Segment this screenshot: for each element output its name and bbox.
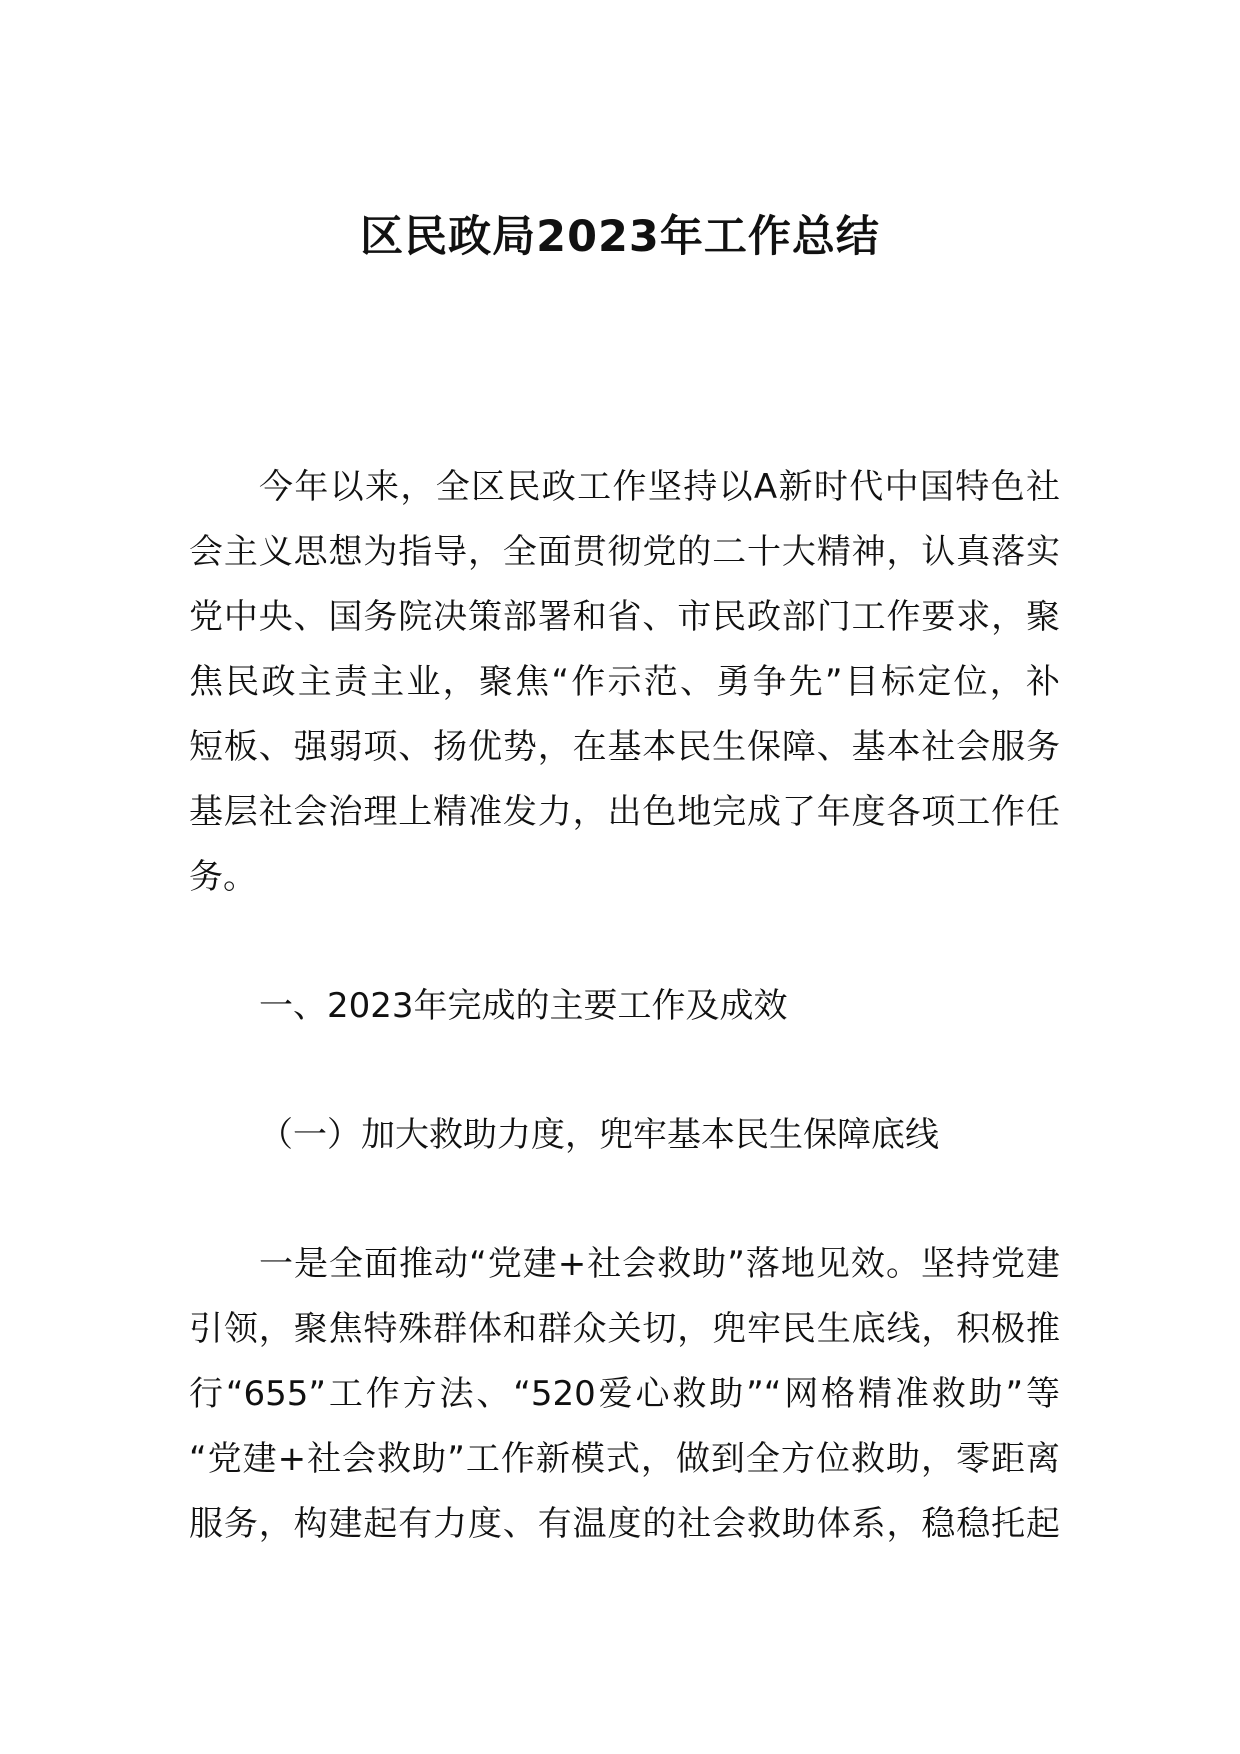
text-line: 服务，构建起有力度、有温度的社会救助体系，稳稳托起 [189,1504,1060,1544]
section-heading: 一、2023年完成的主要工作及成效 [259,986,788,1026]
text-line: “党建+社会救助”工作新模式，做到全方位救助，零距离 [189,1439,1060,1479]
text-line: 会主义思想为指导，全面贯彻党的二十大精神，认真落实 [189,532,1060,572]
text-line: 行“655”工作方法、“520爱心救助”“网格精准救助”等 [189,1374,1060,1414]
document-body [189,455,1060,1557]
subsection-heading: （一）加大救助力度，兜牢基本民生保障底线 [259,1115,939,1155]
intro-paragraph [189,455,1060,910]
document-title: 区民政局2023年工作总结 [360,212,880,262]
text-line: 焦民政主责主业，聚焦“作示范、勇争先”目标定位，补 [189,662,1060,702]
text-line: 基层社会治理上精准发力，出色地完成了年度各项工作任 [189,792,1060,832]
text-line: 今年以来，全区民政工作坚持以A新时代中国特色社 [259,467,1060,507]
body-paragraph [189,1232,1060,1557]
text-line: 短板、强弱项、扬优势，在基本民生保障、基本社会服务 [189,727,1060,767]
text-line: 务。 [189,857,257,897]
text-line: 党中央、国务院决策部署和省、市民政部门工作要求，聚 [189,597,1060,637]
text-line: 一是全面推动“党建+社会救助”落地见效。坚持党建 [259,1244,1060,1284]
text-line: 引领，聚焦特殊群体和群众关切，兜牢民生底线，积极推 [189,1309,1060,1349]
